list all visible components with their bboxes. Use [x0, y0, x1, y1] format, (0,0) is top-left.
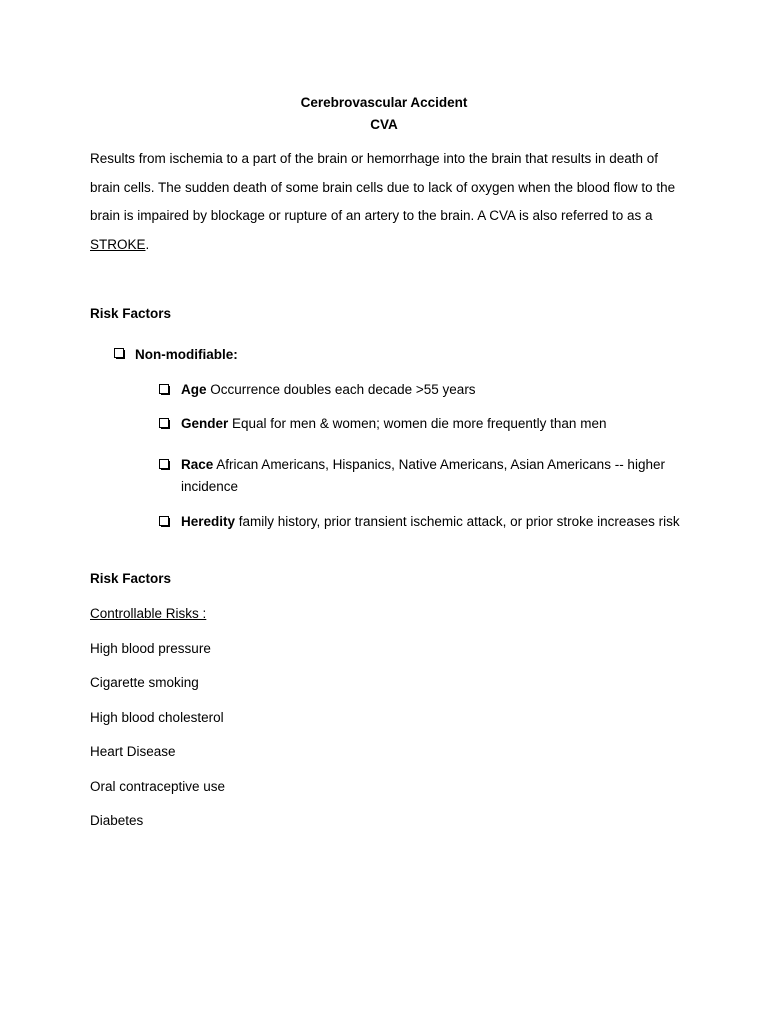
- checkbox-icon: [114, 348, 124, 358]
- document-title: Cerebrovascular Accident: [300, 95, 468, 110]
- controllable-item: Heart Disease: [90, 744, 176, 759]
- controllable-risks-label: Controllable Risks :: [90, 606, 207, 621]
- item-desc: Equal for men & women; women die more frequently than men: [228, 416, 607, 431]
- document-subtitle: CVA: [370, 117, 398, 132]
- item-term: Age: [181, 382, 207, 397]
- checkbox-icon: [159, 384, 169, 394]
- item-term: Race: [181, 457, 214, 472]
- list-item-race: [181, 454, 681, 498]
- intro-end: .: [145, 236, 150, 252]
- list-item-gender: [181, 413, 681, 435]
- item-term: Gender: [181, 416, 229, 431]
- stroke-term: STROKE: [90, 236, 146, 252]
- controllable-item: High blood cholesterol: [90, 710, 224, 725]
- intro-text: Results from ischemia to a part of the brain or hemorrhage into the brain that results in death of brain cells. The sudden death of some brain cells due to lack of oxygen when the blood flow to the brain is impaired by blockage or rupture of an artery to the brain. A CVA is also referred to as a: [90, 151, 676, 224]
- item-term: Heredity: [181, 514, 236, 529]
- checkbox-icon: [159, 516, 169, 526]
- checkbox-icon: [159, 418, 169, 428]
- intro-paragraph: [90, 145, 680, 259]
- controllable-item: Diabetes: [90, 813, 144, 828]
- non-modifiable-label: Non-modifiable:: [135, 347, 238, 362]
- controllable-item: Oral contraceptive use: [90, 779, 226, 794]
- list-item-age: [181, 379, 681, 401]
- risk-factors-heading: Risk Factors: [90, 306, 172, 321]
- controllable-item: High blood pressure: [90, 641, 211, 656]
- controllable-item: Cigarette smoking: [90, 675, 199, 690]
- item-desc: family history, prior transient ischemic attack, or prior stroke increases risk: [235, 514, 680, 529]
- item-desc: Occurrence doubles each decade >55 years: [206, 382, 476, 397]
- checkbox-icon: [159, 459, 169, 469]
- risk-factors-heading-2: Risk Factors: [90, 571, 172, 586]
- list-item-heredity: [181, 511, 681, 533]
- item-desc: African Americans, Hispanics, Native Americans, Asian Americans -- higher incidence: [181, 457, 665, 494]
